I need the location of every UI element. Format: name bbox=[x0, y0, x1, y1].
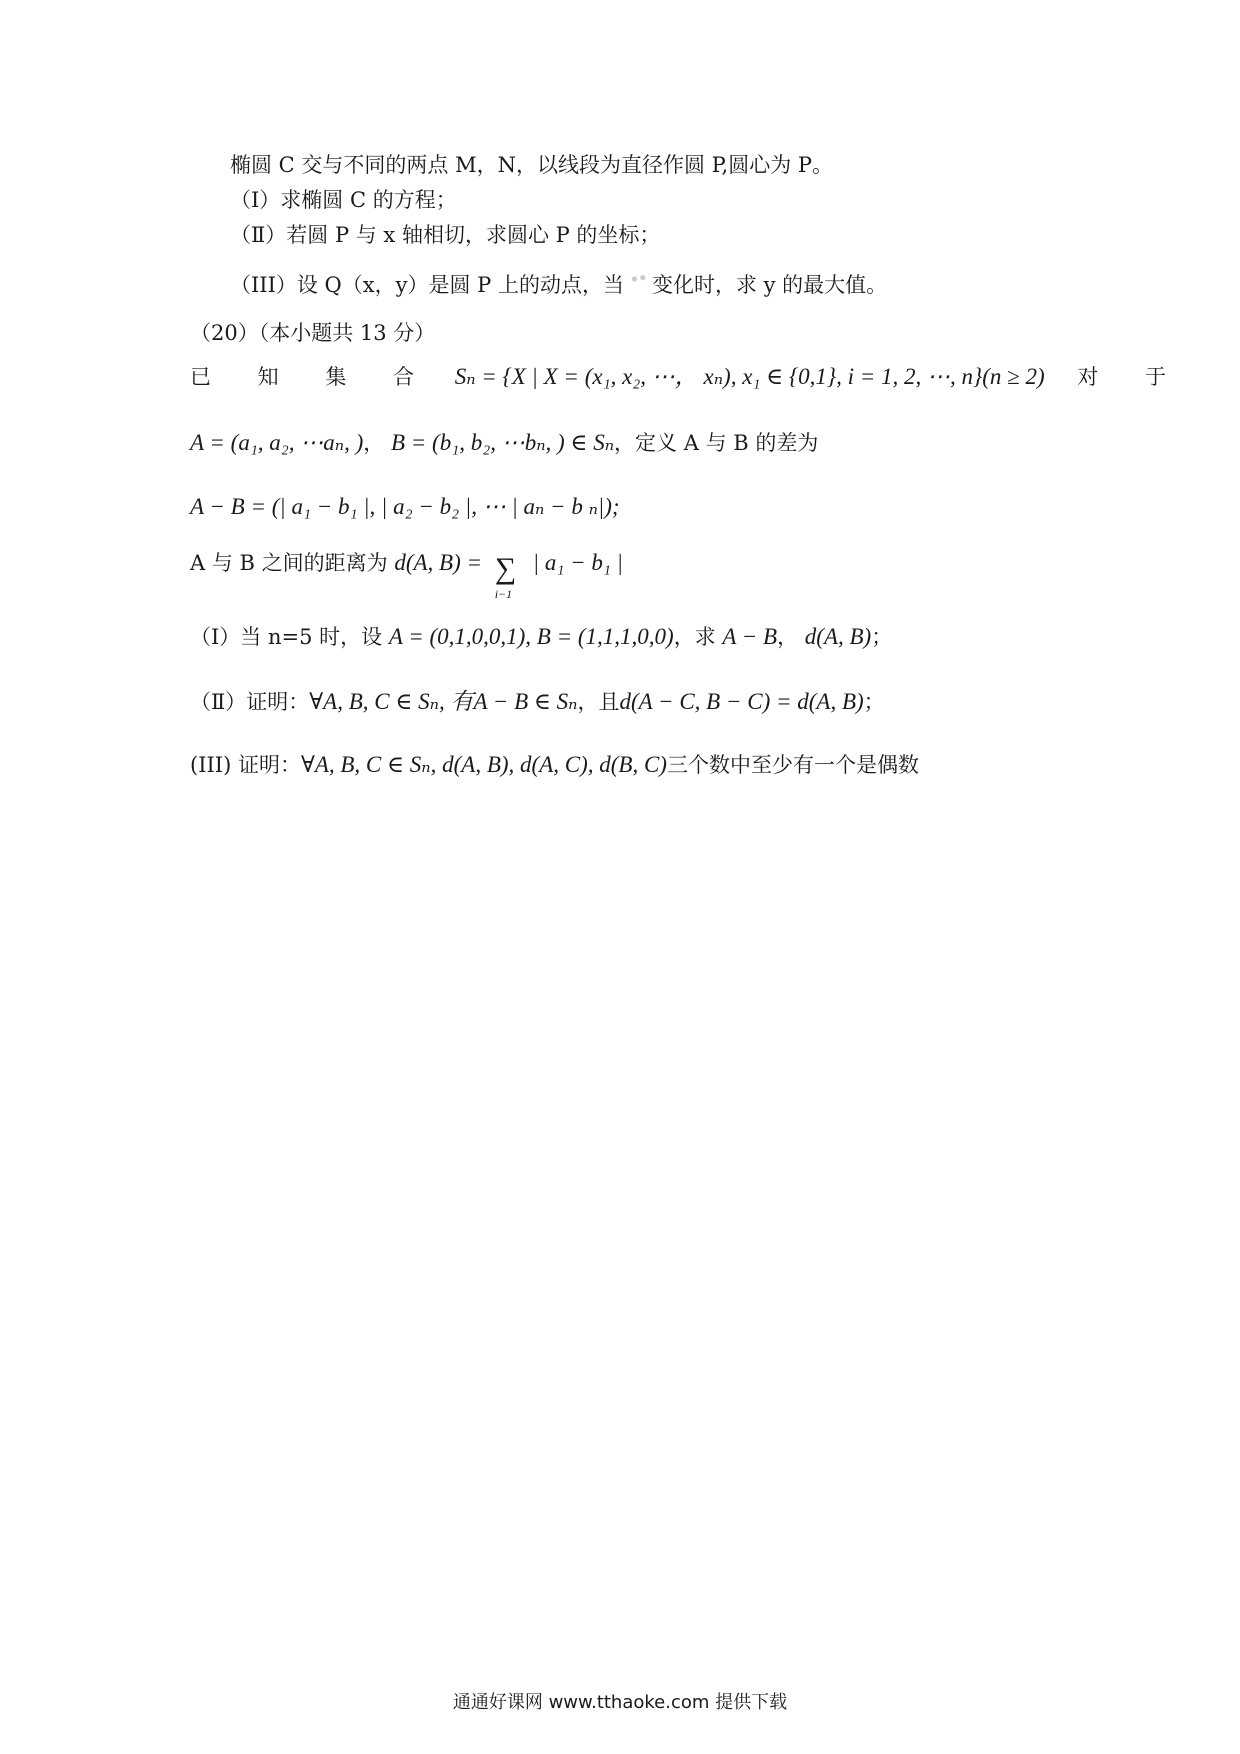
q20-distance-term: | a₁ − b₁ | bbox=[532, 550, 623, 575]
q20-part2-text-b: ，且 bbox=[577, 690, 620, 714]
q20-part1-end: ； bbox=[871, 625, 893, 649]
q19-part1: （Ⅰ）求椭圆 C 的方程； bbox=[230, 188, 457, 212]
sigma-glyph: ∑ bbox=[494, 552, 517, 585]
q19-part2: （Ⅱ）若圆 P 与 x 轴相切，求圆心 P 的坐标； bbox=[230, 223, 661, 247]
q20-part2-end: ； bbox=[863, 690, 885, 714]
q20-part1-sep: ， bbox=[777, 625, 799, 649]
q20-part3-text-a: (III) 证明： bbox=[190, 753, 301, 777]
q20-part3 bbox=[190, 750, 919, 780]
q20-difference-formula bbox=[190, 492, 620, 522]
q20-part1-distance: d(A, B) bbox=[804, 624, 872, 649]
q19-part3 bbox=[230, 270, 887, 300]
q20-difference-math: A − B = (| a₁ − b₁ |, | a₂ − b₂ |, ⋯ | aₙ − b ₙ|); bbox=[190, 494, 620, 519]
q20-part2-text-a: （Ⅱ）证明： bbox=[190, 690, 310, 714]
q19-part3-text-b: 变化时，求 y 的最大值。 bbox=[651, 273, 888, 297]
q20-line4-text: A 与 B 之间的距离为 bbox=[190, 551, 388, 575]
q19-intro: 椭圆 C 交与不同的两点 M，N，以线段为直径作圆 P,圆心为 P。 bbox=[230, 153, 833, 177]
page-footer: 通通好课网 www.tthaoke.com 提供下载 bbox=[452, 1692, 788, 1713]
q20-set-formula: Sₙ = {X | X = (x₁, x₂, ⋯， xₙ), x₁ ∈ {0,1}, i = 1, 2, ⋯, n}(n ≥ 2) bbox=[454, 364, 1045, 389]
q20-part2-claim-b: d(A − C, B − C) = d(A, B) bbox=[619, 689, 864, 714]
sigma-symbol bbox=[494, 552, 517, 601]
q20-distance-lhs: d(A, B) = bbox=[394, 550, 482, 575]
q20-line1-tail: 对 于 bbox=[1077, 365, 1187, 389]
q20-part2-claim-a: ∀A, B, C ∈ Sₙ, 有A − B ∈ Sₙ bbox=[309, 689, 578, 714]
sigma-lower-limit: i−1 bbox=[494, 587, 513, 601]
q20-distance-definition bbox=[190, 548, 623, 601]
q20-part1 bbox=[190, 622, 892, 652]
q20-line1-lead: 已 知 集 合 bbox=[190, 365, 435, 389]
q20-set-definition bbox=[190, 362, 1186, 392]
q20-difference-definition bbox=[190, 428, 818, 458]
q20-line2-text: ，定义 A 与 B 的差为 bbox=[614, 431, 819, 455]
q20-tuple-b: B = (b₁, b₂, ⋯bₙ, ) ∈ Sₙ bbox=[390, 430, 615, 455]
q20-part3-text-b: 三个数中至少有一个是偶数 bbox=[666, 753, 919, 777]
q20-part1-text-a: （Ⅰ）当 n=5 时，设 bbox=[190, 625, 383, 649]
q20-part1-text-b: ，求 bbox=[673, 625, 716, 649]
q20-header: （20）（本小题共 13 分） bbox=[190, 321, 436, 345]
smudged-symbol bbox=[626, 272, 650, 286]
q20-part2 bbox=[190, 687, 885, 717]
q20-line2-sep: ， bbox=[363, 431, 385, 455]
q20-part1-values: A = (0,1,0,0,1), B = (1,1,1,0,0) bbox=[388, 624, 674, 649]
q20-tuple-a: A = (a₁, a₂, ⋯aₙ, ) bbox=[190, 430, 364, 455]
q20-part1-difference: A − B bbox=[722, 624, 778, 649]
q19-part3-text-a: （III）设 Q（x，y）是圆 P 上的动点，当 bbox=[230, 273, 624, 297]
q20-part3-math: ∀A, B, C ∈ Sₙ, d(A, B), d(A, C), d(B, C) bbox=[300, 752, 667, 777]
